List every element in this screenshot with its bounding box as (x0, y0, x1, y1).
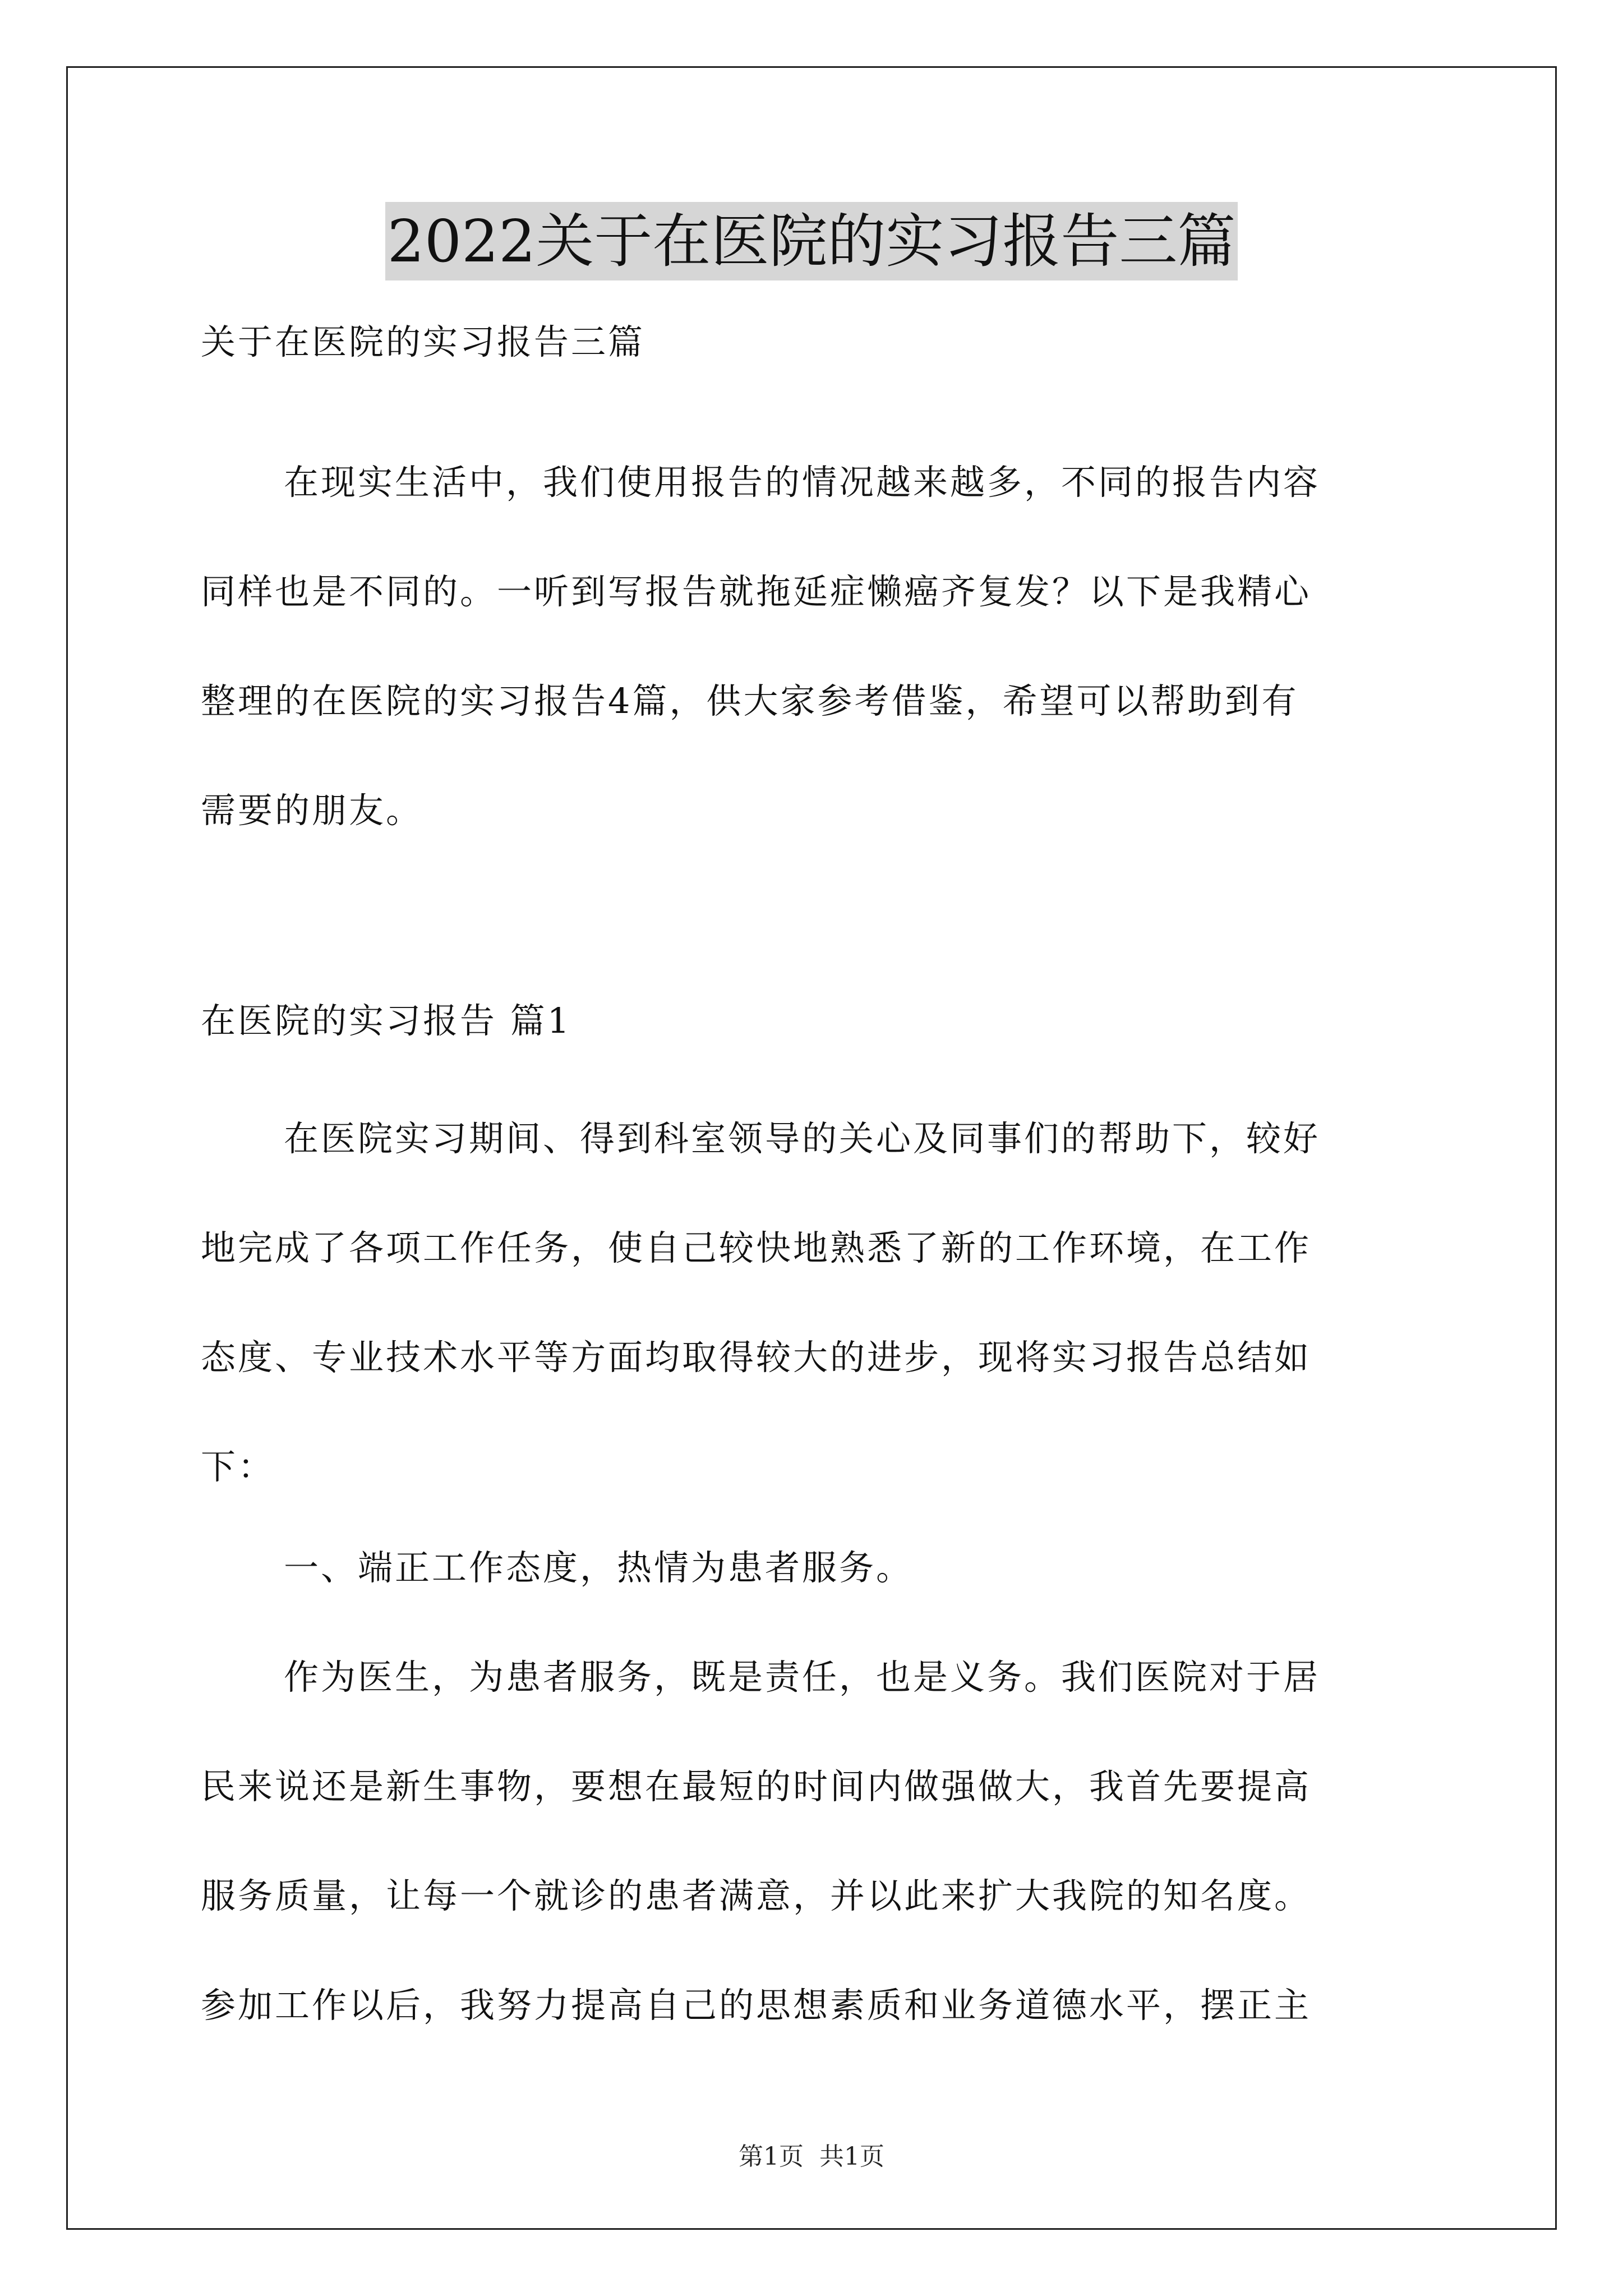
paragraph-line (201, 1545, 1435, 1590)
page-footer (0, 2140, 1623, 2174)
point-line-4: 参加工作以后，我努力提高自己的思想素质和业务道德水平，摆正主 (201, 1985, 1312, 2026)
section-line-2: 地完成了各项工作任务，使自己较快地熟悉了新的工作环境，在工作 (201, 1227, 1312, 1268)
paragraph-line (201, 460, 1435, 505)
subtitle: 关于在医院的实习报告三篇 (201, 321, 645, 362)
section-line-4: 下： (201, 1446, 275, 1487)
point-line-1: 作为医生，为患者服务，既是责任，也是义务。我们医院对于居 (284, 1657, 1321, 1697)
section-line-3: 态度、专业技术水平等方面均取得较大的进步，现将实习报告总结如 (201, 1337, 1312, 1378)
point-heading: 一、端正工作态度，热情为患者服务。 (284, 1547, 914, 1588)
section-heading: 在医院的实习报告 篇1 (201, 1000, 572, 1041)
intro-line-3: 整理的在医院的实习报告4篇，供大家参考借鉴，希望可以帮助到有 (201, 680, 1299, 721)
intro-line-4: 需要的朋友。 (201, 790, 423, 831)
paragraph-line (201, 1116, 1435, 1161)
intro-line-1: 在现实生活中，我们使用报告的情况越来越多，不同的报告内容 (284, 462, 1321, 503)
page-total: 共1页 (819, 2142, 884, 2171)
intro-line-2: 同样也是不同的。一听到写报告就拖延症懒癌齐复发？以下是我精心 (201, 571, 1312, 612)
page-number: 第1页 (739, 2142, 804, 2171)
title-wrapper (0, 202, 1623, 280)
document-title: 2022关于在医院的实习报告三篇 (385, 202, 1238, 280)
point-line-2: 民来说还是新生事物，要想在最短的时间内做强做大，我首先要提高 (201, 1766, 1312, 1807)
section-line-1: 在医院实习期间、得到科室领导的关心及同事们的帮助下，较好 (284, 1118, 1321, 1159)
point-line-3: 服务质量，让每一个就诊的患者满意，并以此来扩大我院的知名度。 (201, 1875, 1312, 1916)
paragraph-line (201, 1655, 1435, 1700)
